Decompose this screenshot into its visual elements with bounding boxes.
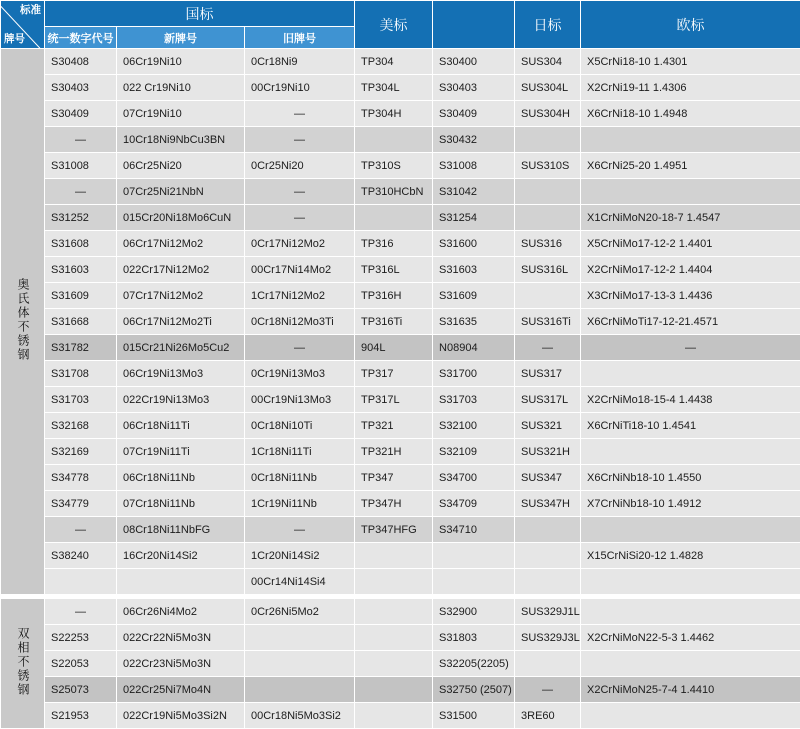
cell-old-grade: 0Cr18Ni9 <box>245 49 355 75</box>
group-header-jis: 日标 <box>515 1 581 49</box>
cell-old-grade: 1Cr17Ni12Mo2 <box>245 283 355 309</box>
cell-en: X3CrNiMo17-13-3 1.4436 <box>581 283 800 309</box>
cell-jis: 3RE60 <box>515 703 581 729</box>
cell-astm: TP310S <box>355 153 433 179</box>
table-row <box>1 335 800 361</box>
table-row <box>1 599 800 625</box>
cell-astm: TP347H <box>355 491 433 517</box>
cell-en: X2CrNi19-11 1.4306 <box>581 75 800 101</box>
cell-astm: TP321 <box>355 413 433 439</box>
cell-uns: S30408 <box>45 49 117 75</box>
cell-en <box>581 361 800 387</box>
cell-new-grade: 06Cr25Ni20 <box>117 153 245 179</box>
cell-astm-uns: S30409 <box>433 101 515 127</box>
cell-en <box>581 651 800 677</box>
cell-en: X2CrNiMoN22-5-3 1.4462 <box>581 625 800 651</box>
cell-astm-uns: S32109 <box>433 439 515 465</box>
cell-astm-uns: S31635 <box>433 309 515 335</box>
cell-en <box>581 703 800 729</box>
cell-uns: S21953 <box>45 703 117 729</box>
cell-jis <box>515 283 581 309</box>
cell-astm-uns: S32900 <box>433 599 515 625</box>
cell-jis: SUS317L <box>515 387 581 413</box>
cell-old-grade: — <box>245 101 355 127</box>
table-row <box>1 439 800 465</box>
cell-astm <box>355 127 433 153</box>
corner-label-grade: 牌号 <box>4 31 25 46</box>
cell-en: X15CrNiSi20-12 1.4828 <box>581 543 800 569</box>
cell-astm-uns: S31703 <box>433 387 515 413</box>
table-row <box>1 703 800 729</box>
sub-header-old-grade: 旧牌号 <box>245 27 355 49</box>
cell-uns: S31608 <box>45 231 117 257</box>
table-row <box>1 569 800 595</box>
cell-jis: SUS321 <box>515 413 581 439</box>
cell-astm-uns: S34710 <box>433 517 515 543</box>
cell-en <box>581 439 800 465</box>
cell-en: X1CrNiMoN20-18-7 1.4547 <box>581 205 800 231</box>
corner-label-standard: 标准 <box>20 2 41 17</box>
cell-old-grade: 1Cr19Ni11Nb <box>245 491 355 517</box>
cell-en: — <box>581 335 800 361</box>
cell-jis: SUS316Ti <box>515 309 581 335</box>
cell-en: X5CrNiMo17-12-2 1.4401 <box>581 231 800 257</box>
cell-old-grade: 1Cr20Ni14Si2 <box>245 543 355 569</box>
cell-new-grade: 06Cr17Ni12Mo2Ti <box>117 309 245 335</box>
cell-jis <box>515 543 581 569</box>
cell-en: X6CrNiNb18-10 1.4550 <box>581 465 800 491</box>
cell-new-grade: 022 Cr19Ni10 <box>117 75 245 101</box>
cell-jis: SUS304L <box>515 75 581 101</box>
cell-astm <box>355 599 433 625</box>
category-austenitic: 奥氏体不锈钢 <box>1 49 45 595</box>
cell-astm-uns: S30403 <box>433 75 515 101</box>
cell-en: X6CrNiTi18-10 1.4541 <box>581 413 800 439</box>
table-row <box>1 283 800 309</box>
cell-astm: 904L <box>355 335 433 361</box>
cell-new-grade: 07Cr19Ni11Ti <box>117 439 245 465</box>
cell-jis: SUS310S <box>515 153 581 179</box>
cell-new-grade: 07Cr19Ni10 <box>117 101 245 127</box>
cell-old-grade: 0Cr25Ni20 <box>245 153 355 179</box>
cell-jis <box>515 127 581 153</box>
cell-en <box>581 127 800 153</box>
cell-astm-uns: S31600 <box>433 231 515 257</box>
cell-old-grade: 0Cr17Ni12Mo2 <box>245 231 355 257</box>
cell-new-grade: 07Cr25Ni21NbN <box>117 179 245 205</box>
cell-new-grade: 022Cr23Ni5Mo3N <box>117 651 245 677</box>
cell-new-grade: 07Cr17Ni12Mo2 <box>117 283 245 309</box>
cell-astm: TP347 <box>355 465 433 491</box>
cell-jis: — <box>515 335 581 361</box>
cell-uns: — <box>45 127 117 153</box>
cell-new-grade: 022Cr25Ni7Mo4N <box>117 677 245 703</box>
cell-uns: S22253 <box>45 625 117 651</box>
cell-astm-uns: S31254 <box>433 205 515 231</box>
table-row <box>1 231 800 257</box>
cell-astm-uns: S32205(2205) <box>433 651 515 677</box>
cell-astm <box>355 677 433 703</box>
cell-jis: SUS316 <box>515 231 581 257</box>
cell-uns: — <box>45 179 117 205</box>
cell-new-grade: 08Cr18Ni11NbFG <box>117 517 245 543</box>
cell-astm-uns: S31700 <box>433 361 515 387</box>
cell-uns: S31708 <box>45 361 117 387</box>
cell-astm-uns: S30432 <box>433 127 515 153</box>
cell-astm-uns <box>433 569 515 595</box>
cell-old-grade: 1Cr18Ni11Ti <box>245 439 355 465</box>
table-row <box>1 651 800 677</box>
table-row <box>1 677 800 703</box>
cell-uns: S31703 <box>45 387 117 413</box>
table-row <box>1 101 800 127</box>
cell-en: X2CrNiMo18-15-4 1.4438 <box>581 387 800 413</box>
cell-astm-uns: S34709 <box>433 491 515 517</box>
cell-jis: SUS347 <box>515 465 581 491</box>
cell-astm <box>355 625 433 651</box>
cell-new-grade: 06Cr26Ni4Mo2 <box>117 599 245 625</box>
table-row <box>1 75 800 101</box>
cell-en <box>581 179 800 205</box>
cell-new-grade: 06Cr19Ni10 <box>117 49 245 75</box>
table-row <box>1 49 800 75</box>
cell-uns: S38240 <box>45 543 117 569</box>
table-row <box>1 625 800 651</box>
cell-old-grade <box>245 677 355 703</box>
table-row <box>1 127 800 153</box>
cell-new-grade: 022Cr19Ni13Mo3 <box>117 387 245 413</box>
cell-astm-uns: S31500 <box>433 703 515 729</box>
group-header-astm: 美标 <box>355 1 433 49</box>
category-duplex: 双相不锈钢 <box>1 599 45 729</box>
cell-astm: TP304 <box>355 49 433 75</box>
table-row <box>1 309 800 335</box>
cell-jis: SUS321H <box>515 439 581 465</box>
cell-uns: S31603 <box>45 257 117 283</box>
table-row <box>1 491 800 517</box>
cell-old-grade: 00Cr19Ni13Mo3 <box>245 387 355 413</box>
cell-uns: S32169 <box>45 439 117 465</box>
cell-uns: S31609 <box>45 283 117 309</box>
cell-en: X2CrNiMoN25-7-4 1.4410 <box>581 677 800 703</box>
table-row <box>1 257 800 283</box>
cell-old-grade: — <box>245 179 355 205</box>
cell-old-grade <box>245 651 355 677</box>
group-header-gb: 国标 <box>45 1 355 27</box>
cell-uns: S31782 <box>45 335 117 361</box>
table-row <box>1 387 800 413</box>
cell-uns: S31008 <box>45 153 117 179</box>
cell-en: X5CrNi18-10 1.4301 <box>581 49 800 75</box>
cell-new-grade: 16Cr20Ni14Si2 <box>117 543 245 569</box>
cell-new-grade: 015Cr21Ni26Mo5Cu2 <box>117 335 245 361</box>
cell-old-grade: 00Cr18Ni5Mo3Si2 <box>245 703 355 729</box>
cell-jis: SUS304 <box>515 49 581 75</box>
table-row <box>1 205 800 231</box>
cell-jis: SUS316L <box>515 257 581 283</box>
cell-astm <box>355 569 433 595</box>
cell-old-grade: 0Cr18Ni10Ti <box>245 413 355 439</box>
cell-en: X6CrNi25-20 1.4951 <box>581 153 800 179</box>
cell-uns: S34778 <box>45 465 117 491</box>
cell-astm: TP347HFG <box>355 517 433 543</box>
cell-astm: TP304H <box>355 101 433 127</box>
cell-uns: S34779 <box>45 491 117 517</box>
cell-astm: TP310HCbN <box>355 179 433 205</box>
cell-jis <box>515 569 581 595</box>
cell-new-grade: 022Cr22Ni5Mo3N <box>117 625 245 651</box>
group-header-astm-uns <box>433 1 515 49</box>
sub-header-new-grade: 新牌号 <box>117 27 245 49</box>
cell-en: X6CrNi18-10 1.4948 <box>581 101 800 127</box>
cell-jis: SUS317 <box>515 361 581 387</box>
cell-astm <box>355 205 433 231</box>
cell-uns: S30403 <box>45 75 117 101</box>
cell-old-grade: — <box>245 127 355 153</box>
cell-uns: S30409 <box>45 101 117 127</box>
cell-old-grade: 00Cr14Ni14Si4 <box>245 569 355 595</box>
table-row <box>1 153 800 179</box>
cell-new-grade: 06Cr18Ni11Ti <box>117 413 245 439</box>
cell-astm-uns: S34700 <box>433 465 515 491</box>
cell-new-grade: 06Cr18Ni11Nb <box>117 465 245 491</box>
cell-jis <box>515 205 581 231</box>
cell-astm-uns <box>433 543 515 569</box>
cell-jis: SUS329J1L <box>515 599 581 625</box>
cell-new-grade: 022Cr17Ni12Mo2 <box>117 257 245 283</box>
cell-jis: SUS304H <box>515 101 581 127</box>
cell-astm-uns: S31609 <box>433 283 515 309</box>
cell-en: X2CrNiMo17-12-2 1.4404 <box>581 257 800 283</box>
table-row <box>1 543 800 569</box>
cell-en <box>581 599 800 625</box>
cell-astm-uns: S32100 <box>433 413 515 439</box>
cell-en <box>581 569 800 595</box>
cell-old-grade: 00Cr19Ni10 <box>245 75 355 101</box>
cell-astm-uns: N08904 <box>433 335 515 361</box>
cell-uns: S31668 <box>45 309 117 335</box>
table-row <box>1 413 800 439</box>
cell-old-grade: 0Cr19Ni13Mo3 <box>245 361 355 387</box>
sub-header-uns-code: 统一数字代号 <box>45 27 117 49</box>
cell-astm: TP317 <box>355 361 433 387</box>
cell-uns: S31252 <box>45 205 117 231</box>
cell-new-grade: 015Cr20Ni18Mo6CuN <box>117 205 245 231</box>
cell-jis <box>515 179 581 205</box>
cell-uns: — <box>45 599 117 625</box>
cell-old-grade: — <box>245 205 355 231</box>
cell-jis <box>515 517 581 543</box>
cell-new-grade: 10Cr18Ni9NbCu3BN <box>117 127 245 153</box>
cell-uns: S25073 <box>45 677 117 703</box>
cell-uns: S32168 <box>45 413 117 439</box>
cell-astm-uns: S31042 <box>433 179 515 205</box>
cell-astm: TP316Ti <box>355 309 433 335</box>
cell-new-grade: 07Cr18Ni11Nb <box>117 491 245 517</box>
cell-jis: SUS347H <box>515 491 581 517</box>
cell-old-grade: — <box>245 517 355 543</box>
cell-en: X7CrNiNb18-10 1.4912 <box>581 491 800 517</box>
cell-jis <box>515 651 581 677</box>
cell-new-grade: 06Cr19Ni13Mo3 <box>117 361 245 387</box>
table-row <box>1 517 800 543</box>
cell-astm: TP316L <box>355 257 433 283</box>
table-row <box>1 361 800 387</box>
cell-astm <box>355 651 433 677</box>
cell-astm-uns: S30400 <box>433 49 515 75</box>
cell-astm: TP316 <box>355 231 433 257</box>
cell-astm-uns: S31008 <box>433 153 515 179</box>
cell-astm-uns: S31803 <box>433 625 515 651</box>
cell-old-grade: 0Cr18Ni11Nb <box>245 465 355 491</box>
table-row <box>1 179 800 205</box>
cell-old-grade <box>245 625 355 651</box>
cell-astm: TP317L <box>355 387 433 413</box>
cell-astm: TP304L <box>355 75 433 101</box>
cell-uns: S22053 <box>45 651 117 677</box>
cell-uns: — <box>45 517 117 543</box>
cell-astm: TP316H <box>355 283 433 309</box>
cell-astm: TP321H <box>355 439 433 465</box>
cell-uns <box>45 569 117 595</box>
cell-en <box>581 517 800 543</box>
cell-new-grade <box>117 569 245 595</box>
cell-astm <box>355 543 433 569</box>
cell-old-grade: 00Cr17Ni14Mo2 <box>245 257 355 283</box>
cell-new-grade: 022Cr19Ni5Mo3Si2N <box>117 703 245 729</box>
cell-old-grade: 0Cr26Ni5Mo2 <box>245 599 355 625</box>
cell-astm-uns: S31603 <box>433 257 515 283</box>
group-header-en: 欧标 <box>581 1 800 49</box>
cell-new-grade: 06Cr17Ni12Mo2 <box>117 231 245 257</box>
header-row-groups <box>1 1 800 27</box>
cell-old-grade: 0Cr18Ni12Mo3Ti <box>245 309 355 335</box>
cell-old-grade: — <box>245 335 355 361</box>
cell-astm-uns: S32750 (2507) <box>433 677 515 703</box>
corner-header <box>1 1 45 49</box>
cell-jis: — <box>515 677 581 703</box>
cell-astm <box>355 703 433 729</box>
table-body <box>1 49 800 729</box>
cell-en: X6CrNiMoTi17-12-21.4571 <box>581 309 800 335</box>
cell-jis: SUS329J3L <box>515 625 581 651</box>
table-row <box>1 465 800 491</box>
